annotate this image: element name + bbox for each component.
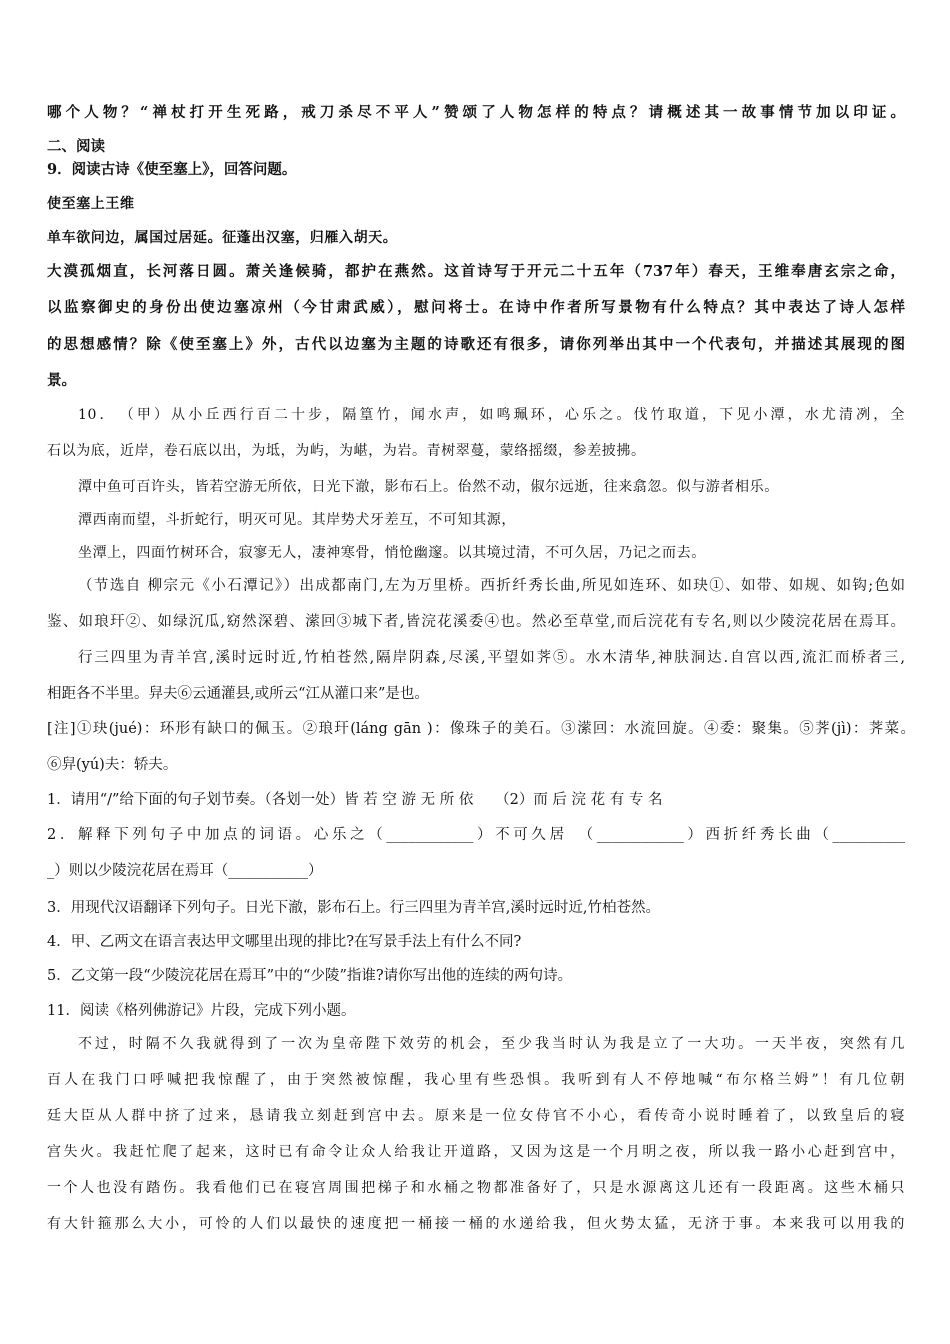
question-9-text-1: 以监察御史的身份出使边塞凉州（今甘肃武威），慰问将士。在诗中作者所写景物有什么特点？其中表达了诗人怎样	[47, 299, 905, 316]
poem-title: 使至塞上王维	[47, 196, 135, 212]
gulliver-passage-line-1: 不过，时隔不久我就得到了一次为皇帝陛下效劳的机会，至少我当时认为我是立了一大功。一天半夜，突然有几	[78, 1036, 905, 1052]
poem-line-2: 大漠孤烟直，长河落日圆。萧关逢候骑，都护在燕然。这首诗写于开元二十五年（737年）春天，王维奉唐玄宗之命，	[47, 263, 905, 280]
gulliver-passage-line-6: 有大针箍那么大小，可怜的人们以最快的速度把一桶接一桶的水递给我，但火势太猛，无济于事。本来我可以用我的	[47, 1216, 905, 1232]
section-heading-reading: 二、阅读	[47, 138, 105, 155]
annotation-notes: [注]①玦(jué)：环形有缺口的佩玉。②琅玕(láng gān )：像珠子的美石。③潆回：水流回旋。④委：聚集。⑤荠(jì)：荠菜。	[47, 721, 915, 737]
passage-a-line-4: 潭西南而望，斗折蛇行，明灭可见。其岸势犬牙差互，不可知其源，	[78, 512, 516, 528]
question-11-prompt: 11．阅读《格列佛游记》片段，完成下列小题。	[47, 1003, 356, 1019]
subquestion-4: 4．甲、乙两文在语言表达甲文哪里出现的排比?在写景手法上有什么不同?	[47, 934, 522, 950]
passage-b-line-3: 行三四里为青羊宫,溪时远时近,竹柏苍然,隔岸阴森,尽溪,平望如荠⑤。水木清华,神肤洞达.自宫以西,流汇而桥者三,	[78, 650, 905, 666]
question-8-tail: 哪个人物？“禅杖打开生死路，戒刀杀尽不平人”赞颂了人物怎样的特点？请概述其一故事情节加以印证。	[47, 104, 905, 121]
gulliver-passage-line-2: 百人在我门口呼喊把我惊醒了，由于突然被惊醒，我心里有些恐惧。我听到有人不停地喊“布尔格兰姆”！有几位朝	[47, 1072, 905, 1088]
gulliver-passage-line-3: 廷大臣从人群中挤了过来，恳请我立刻赶到宫中去。原来是一位女侍官不小心，看传奇小说时睡着了，以致皇后的寝	[47, 1108, 905, 1124]
gulliver-passage-line-5: 一个人也没有踏伤。我看他们已在寝宫周围把梯子和水桶之物都准备好了，只是水源离这儿还有一段距离。这些木桶只	[47, 1180, 905, 1196]
subquestion-2: 2．解释下列句子中加点的词语。心乐之（____________）不可久居 （____________）西折纤秀长曲（__________	[47, 827, 905, 843]
subquestion-2-continued: _）则以少陵浣花居在焉耳（___________）	[47, 863, 323, 879]
passage-a-line-3: 潭中鱼可百许头，皆若空游无所依，日光下澈，影布石上。佁然不动，俶尔远逝，往来翕忽。似与游者相乐。	[78, 479, 779, 495]
passage-a-line-2: 石以为底，近岸，卷石底以出，为坻，为屿，为嵁，为岩。青树翠蔓，蒙络摇缀，参差披拂。	[47, 443, 646, 459]
gulliver-passage-line-4: 宫失火。我赶忙爬了起来，这时已有命令让众人给我让开道路，又因为这是一个月明之夜，所以我一路小心赶到宫中，	[47, 1144, 905, 1160]
question-9-text-2: 的思想感情？除《使至塞上》外，古代以边塞为主题的诗歌还有很多，请你列举出其中一个代表句，并描述其展现的图	[47, 336, 905, 353]
poem-line-1: 单车欲问边，属国过居延。征蓬出汉塞，归雁入胡天。	[47, 230, 398, 246]
passage-a-line-5: 坐潭上，四面竹树环合，寂寥无人，凄神寒骨，悄怆幽邃。以其境过清，不可久居，乃记之而去。	[78, 545, 706, 561]
passage-b-line-2: 鉴、如琅玕②、如绿沉瓜,窈然深碧、潆回③城下者,皆浣花溪委④也。然必至草堂,而后浣花有专名,则以少陵浣花居在焉耳。	[47, 614, 905, 630]
subquestion-1: 1．请用“/”给下面的句子划节奏。（各划一处）皆 若 空 游 无 所 依 （2）而 后 浣 花 有 专 名	[47, 792, 663, 808]
subquestion-5: 5．乙文第一段“少陵浣花居在焉耳”中的“少陵”指谁?请你写出他的连续的两句诗。	[47, 968, 573, 984]
question-10-passage-a-1: 10． （甲）从小丘西行百二十步，隔篁竹，闻水声，如鸣珮环，心乐之。伐竹取道，下见小潭，水尤清冽，全	[78, 407, 905, 423]
question-9-prompt: 9．阅读古诗《使至塞上》，回答问题。	[47, 161, 297, 178]
passage-b-line-4: 相距各不半里。舁夫⑥云通灌县,或所云“江从灌口来”是也。	[47, 686, 429, 702]
subquestion-3: 3．用现代汉语翻译下列句子。日光下澈，影布石上。行三四里为青羊宫,溪时远时近,竹柏苍然。	[47, 900, 660, 916]
passage-b-line-1: （节选自 柳宗元《小石潭记》）出成都南门,左为万里桥。西折纤秀长曲,所见如连环、如玦①、如带、如规、如钩;色如	[78, 578, 905, 594]
question-9-text-3: 景。	[47, 372, 76, 389]
annotation-notes-2: ⑥舁(yú)夫：轿夫。	[47, 757, 178, 773]
